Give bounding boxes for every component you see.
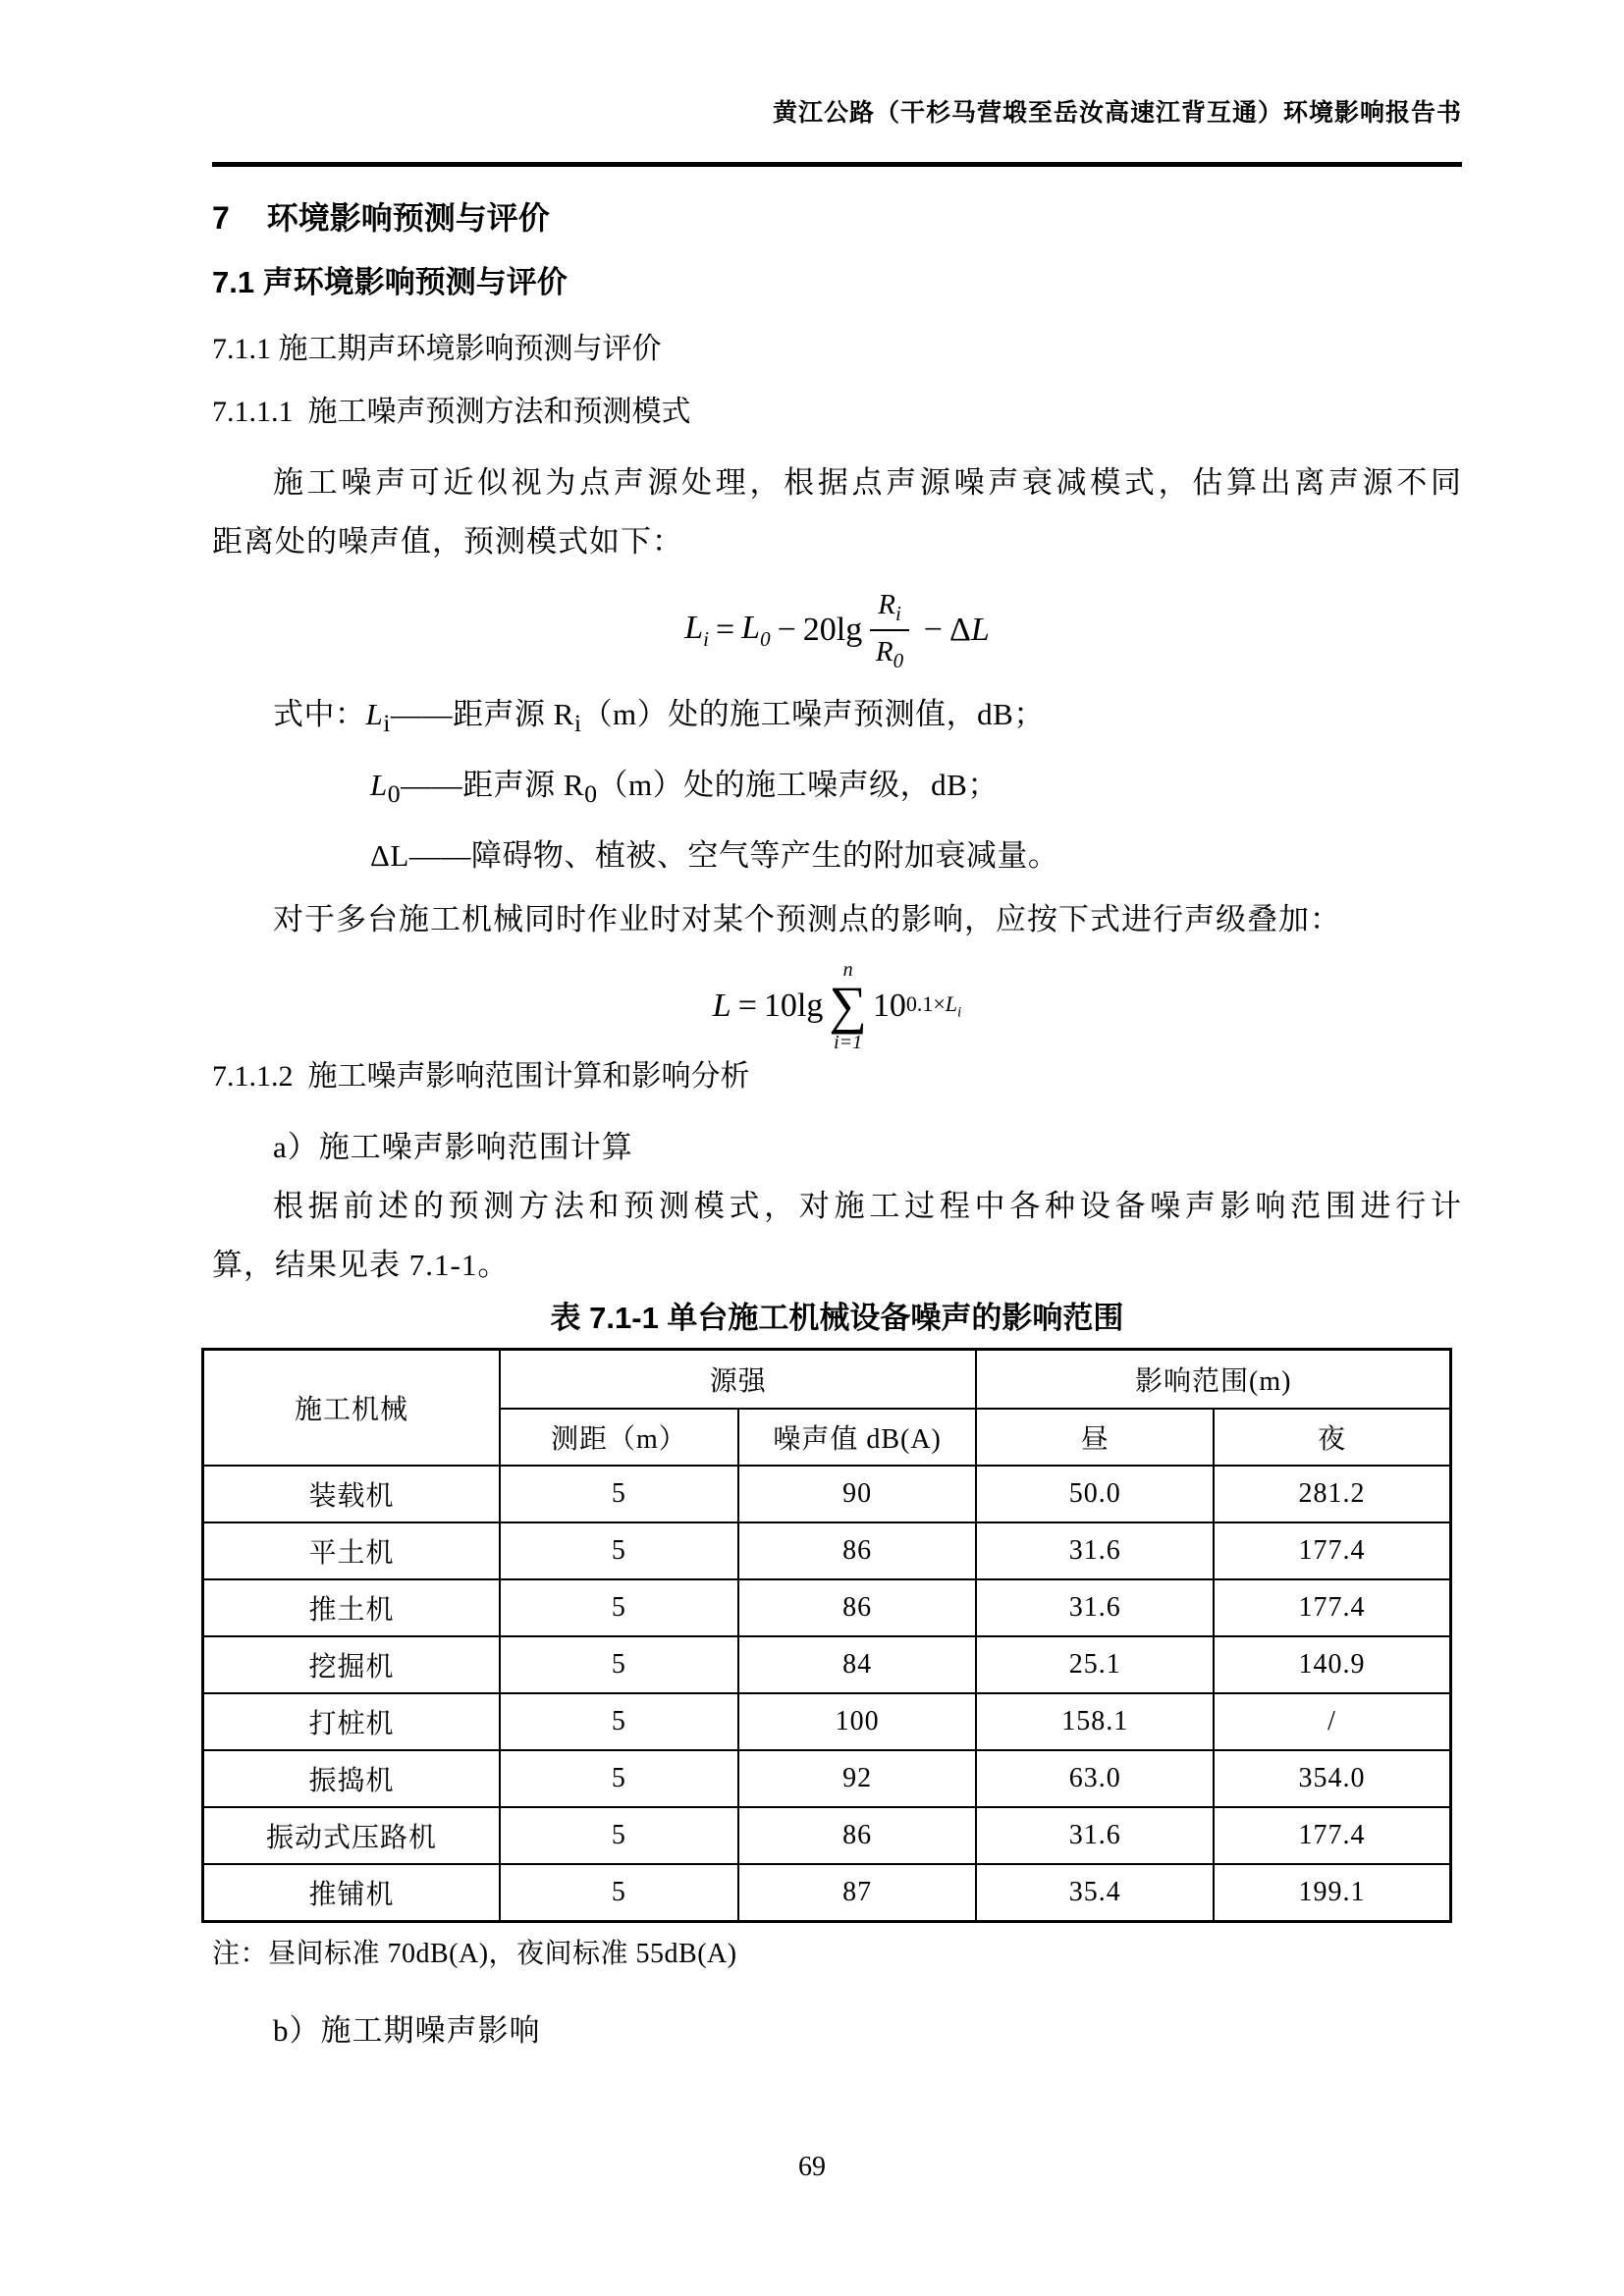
column-header-distance: 测距（m） (500, 1409, 738, 1466)
table-row (203, 1579, 1451, 1636)
cell-distance: 5 (500, 1750, 738, 1807)
cell-day: 31.6 (976, 1522, 1213, 1579)
cell-day: 31.6 (976, 1807, 1213, 1864)
table-header-row-1 (203, 1349, 1451, 1409)
cell-noise: 86 (738, 1579, 977, 1636)
column-group-source-strength: 源强 (500, 1349, 977, 1409)
formula1-minus1: − (777, 612, 796, 649)
summation-lower-limit: i=1 (834, 1031, 863, 1053)
cell-distance: 5 (500, 1522, 738, 1579)
cell-distance: 5 (500, 1864, 738, 1922)
table-row (203, 1864, 1451, 1922)
section-number: 7 (212, 200, 230, 236)
cell-distance: 5 (500, 1466, 738, 1522)
header-rule (212, 162, 1462, 167)
cell-day: 63.0 (976, 1750, 1213, 1807)
cell-night: 177.4 (1214, 1807, 1451, 1864)
paragraph-1-line-1: 施工噪声可近似视为点声源处理，根据点声源噪声衰减模式，估算出离声源不同 (273, 465, 1462, 500)
cell-day: 35.4 (976, 1864, 1213, 1922)
cell-noise: 86 (738, 1807, 977, 1864)
document-header-title: 黄江公路（干杉马营塅至岳汝高速江背互通）环境影响报告书 (772, 100, 1462, 127)
machinery-noise-table (201, 1348, 1452, 1923)
cell-machine: 装载机 (203, 1466, 500, 1522)
formula2-log-coefficient: 10lg (763, 988, 824, 1025)
cell-machine: 振捣机 (203, 1750, 500, 1807)
page-number: 69 (798, 2152, 826, 2182)
table-row (203, 1466, 1451, 1522)
column-header-machine: 施工机械 (203, 1349, 500, 1466)
formula-legend (212, 683, 1462, 886)
cell-noise: 90 (738, 1466, 977, 1522)
table-row (203, 1522, 1451, 1579)
fraction-denominator: $R_0$ (875, 636, 904, 672)
cell-distance: 5 (500, 1693, 738, 1750)
formula2-equals: = (737, 988, 757, 1025)
cell-day: 158.1 (976, 1693, 1213, 1750)
legend-line-2: $L_0——$距声源 $R_0(m)$处的施工噪声级，dB； (370, 768, 999, 809)
list-item-b: b）施工期噪声影响 (273, 2012, 541, 2048)
fraction-numerator: $R_i$ (870, 587, 909, 631)
formula1-delta-term: ΔL (948, 612, 990, 649)
cell-distance: 5 (500, 1807, 738, 1864)
table-note: 注：昼间标准 70dB(A)，夜间标准 55dB(A) (212, 1938, 737, 1969)
formula1-term1: $L_0$ (741, 609, 771, 651)
table-row (203, 1750, 1451, 1807)
paragraph-3-line-1: 根据前述的预测方法和预测模式，对施工过程中各种设备噪声影响范围进行计 (273, 1188, 1462, 1223)
section-heading-7 (212, 198, 1462, 238)
formula2-lhs: L (712, 988, 731, 1025)
formula1-log-coefficient: 20lg (802, 612, 863, 649)
cell-night: 177.4 (1214, 1522, 1451, 1579)
formula1-lhs: $L_i$ (684, 609, 709, 651)
table-title: 表 7.1-1 单台施工机械设备噪声的影响范围 (550, 1300, 1124, 1335)
cell-distance: 5 (500, 1579, 738, 1636)
column-header-night: 夜 (1214, 1409, 1451, 1466)
formula1-equals: = (715, 612, 735, 649)
summation-operator (829, 959, 867, 1052)
formula1-minus2: − (923, 612, 943, 649)
section-heading-7-1-1-1: 7.1.1.1 施工噪声预测方法和预测模式 (212, 396, 691, 428)
cell-day: 50.0 (976, 1466, 1213, 1522)
section-title: 环境影响预测与评价 (266, 200, 550, 236)
formula1-fraction (870, 587, 909, 673)
table-row (203, 1807, 1451, 1864)
column-header-day: 昼 (976, 1409, 1213, 1466)
cell-machine: 平土机 (203, 1522, 500, 1579)
legend-line-1: 式中：$L_i——$距声源 $R_i(m)$处的施工噪声预测值，dB； (273, 697, 1045, 738)
paragraph-1-line-2: 距离处的噪声值，预测模式如下： (212, 524, 683, 559)
cell-machine: 推铺机 (203, 1864, 500, 1922)
cell-noise: 100 (738, 1693, 977, 1750)
cell-night: 281.2 (1214, 1466, 1451, 1522)
cell-machine: 振动式压路机 (203, 1807, 500, 1864)
legend-line-3: ΔL——障碍物、植被、空气等产生的附加衰减量。 (370, 838, 1059, 874)
cell-machine: 推土机 (203, 1579, 500, 1636)
cell-night: 354.0 (1214, 1750, 1451, 1807)
cell-machine: 挖掘机 (203, 1636, 500, 1693)
cell-night: 199.1 (1214, 1864, 1451, 1922)
table-row (203, 1636, 1451, 1693)
cell-night: 177.4 (1214, 1579, 1451, 1636)
column-group-impact-range: 影响范围(m) (976, 1349, 1450, 1409)
cell-noise: 84 (738, 1636, 977, 1693)
section-heading-7-1-1: 7.1.1 施工期声环境影响预测与评价 (212, 333, 662, 365)
list-item-a: a）施工噪声影响范围计算 (273, 1129, 633, 1164)
cell-day: 31.6 (976, 1579, 1213, 1636)
section-heading-7-1-1-2: 7.1.1.2 施工噪声影响范围计算和影响分析 (212, 1059, 750, 1093)
noise-attenuation-formula (212, 587, 1462, 673)
summation-upper-limit: n (842, 959, 853, 982)
table-row (203, 1693, 1451, 1750)
column-header-noise-value: 噪声值 dB(A) (738, 1409, 977, 1466)
cell-machine: 打桩机 (203, 1693, 500, 1750)
paragraph-2: 对于多台施工机械同时作业时对某个预测点的影响，应按下式进行声级叠加： (273, 902, 1341, 937)
formula2-exponent: $0.1\times L_i$ (905, 990, 962, 1021)
cell-noise: 87 (738, 1864, 977, 1922)
paragraph-3-line-2: 算，结果见表 7.1-1。 (212, 1247, 510, 1282)
noise-superposition-formula (212, 959, 1462, 1052)
cell-night: / (1214, 1693, 1451, 1750)
cell-distance: 5 (500, 1636, 738, 1693)
section-heading-7-1: 7.1 声环境影响预测与评价 (212, 265, 568, 299)
sigma-symbol: ∑ (829, 976, 867, 1036)
formula2-base: 10 (872, 988, 906, 1025)
cell-night: 140.9 (1214, 1636, 1451, 1693)
cell-day: 25.1 (976, 1636, 1213, 1693)
cell-noise: 86 (738, 1522, 977, 1579)
cell-noise: 92 (738, 1750, 977, 1807)
